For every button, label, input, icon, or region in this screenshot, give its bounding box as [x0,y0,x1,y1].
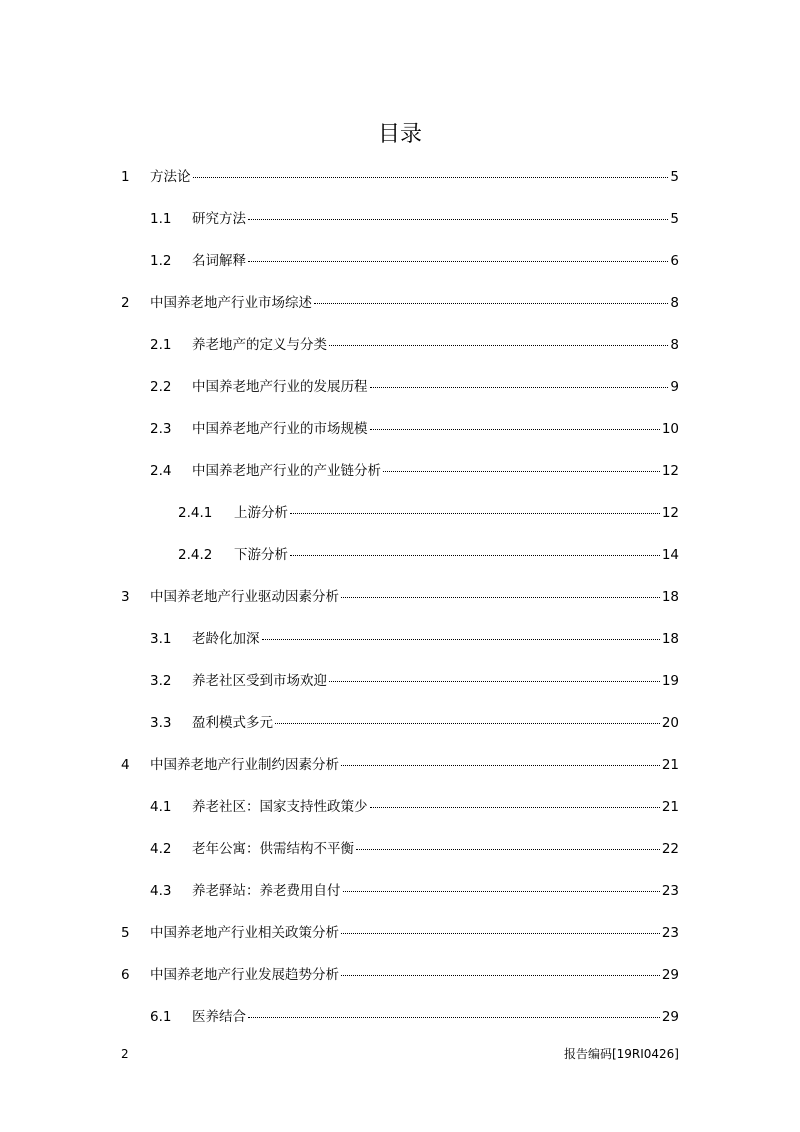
toc-entry[interactable] [150,713,679,733]
toc-entry-title: 老龄化加深 [192,631,260,647]
toc-leader-dots [248,1016,660,1018]
toc-entry-number: 3.3 [150,715,172,731]
toc-entry[interactable] [121,167,679,187]
toc-entry[interactable] [121,923,679,943]
toc-entry-number: 4.2 [150,841,172,857]
toc-leader-dots [314,302,668,304]
toc-entry-title: 中国养老地产行业制约因素分析 [150,757,339,773]
toc-entry-number: 1.1 [150,211,172,227]
toc-entry-title: 中国养老地产行业发展趋势分析 [150,967,339,983]
toc-entry-page: 12 [661,463,679,479]
toc-entry-page: 21 [661,799,679,815]
toc-entry-title: 养老社区受到市场欢迎 [192,673,327,689]
toc-entry-number: 2.2 [150,379,172,395]
toc-entry-title: 养老驿站：养老费用自付 [192,883,341,899]
toc-entry[interactable] [178,503,679,523]
toc-entry-page: 18 [661,589,679,605]
toc-entry-page: 5 [670,211,679,227]
toc-entry-page: 8 [670,337,679,353]
toc-entry-title: 中国养老地产行业相关政策分析 [150,925,339,941]
toc-entry[interactable] [150,671,679,691]
toc-entry-title: 医养结合 [192,1009,246,1025]
toc-entry[interactable] [150,251,679,271]
toc-entry[interactable] [150,461,679,481]
toc-entry-number: 3.1 [150,631,172,647]
toc-entry[interactable] [150,377,679,397]
page-title: 目录 [377,122,422,147]
footer-page-number: 2 [121,1047,129,1061]
toc-entry-page: 6 [670,253,679,269]
toc-entry-page: 29 [661,967,679,983]
toc-entry[interactable] [178,545,679,565]
toc-entry-number: 6 [121,967,130,983]
toc-entry-title: 名词解释 [192,253,246,269]
toc-entry-title: 中国养老地产行业驱动因素分析 [150,589,339,605]
toc-leader-dots [275,722,660,724]
toc-entry-number: 4.1 [150,799,172,815]
toc-leader-dots [383,470,660,472]
toc-entry-page: 22 [661,841,679,857]
toc-entry-page: 18 [661,631,679,647]
toc-entry-number: 1 [121,169,130,185]
toc-entry-title: 中国养老地产行业的发展历程 [192,379,368,395]
toc-leader-dots [262,638,660,640]
toc-entry-title: 老年公寓：供需结构不平衡 [192,841,354,857]
toc-entry-title: 研究方法 [192,211,246,227]
toc-entry-title: 上游分析 [234,505,288,521]
toc-entry[interactable] [150,839,679,859]
toc-entry-page: 21 [661,757,679,773]
toc-entry[interactable] [150,881,679,901]
toc-entry-number: 6.1 [150,1009,172,1025]
toc-entry[interactable] [150,335,679,355]
toc-entry-page: 19 [661,673,679,689]
toc-entry-number: 1.2 [150,253,172,269]
toc-entry-title: 养老地产的定义与分类 [192,337,327,353]
toc-leader-dots [341,974,660,976]
toc-leader-dots [341,932,660,934]
toc-entry-page: 9 [670,379,679,395]
toc-leader-dots [248,218,668,220]
toc-entry-title: 中国养老地产行业的产业链分析 [192,463,381,479]
toc-leader-dots [370,386,669,388]
toc-entry-page: 23 [661,925,679,941]
toc-entry-number: 2.3 [150,421,172,437]
toc-leader-dots [370,428,660,430]
toc-entry-page: 5 [670,169,679,185]
toc-leader-dots [248,260,668,262]
toc-entry-number: 4 [121,757,130,773]
toc-entry-number: 2 [121,295,130,311]
toc-entry-number: 2.4.1 [178,505,213,521]
toc-entry-number: 5 [121,925,130,941]
toc-entry-number: 2.1 [150,337,172,353]
toc-entry-number: 2.4.2 [178,547,213,563]
toc-leader-dots [290,512,660,514]
toc-entry-number: 4.3 [150,883,172,899]
toc-leader-dots [329,344,668,346]
toc-entry[interactable] [150,629,679,649]
toc-leader-dots [356,848,660,850]
toc-entry[interactable] [150,419,679,439]
toc-leader-dots [193,176,669,178]
toc-entry[interactable] [121,755,679,775]
toc-entry-page: 12 [661,505,679,521]
toc-leader-dots [341,764,660,766]
toc-entry-page: 14 [661,547,679,563]
toc-entry-title: 中国养老地产行业市场综述 [150,295,312,311]
toc-entry[interactable] [150,797,679,817]
toc-leader-dots [329,680,660,682]
toc-entry-page: 29 [661,1009,679,1025]
toc-entry-title: 中国养老地产行业的市场规模 [192,421,368,437]
toc-entry[interactable] [150,209,679,229]
toc-entry[interactable] [150,1007,679,1027]
toc-leader-dots [341,596,660,598]
toc-entry[interactable] [121,965,679,985]
toc-entry-title: 盈利模式多元 [192,715,273,731]
toc-entry-page: 20 [661,715,679,731]
toc-entry[interactable] [121,587,679,607]
toc-entry-page: 8 [670,295,679,311]
toc-entry-page: 23 [661,883,679,899]
toc-entry-title: 养老社区：国家支持性政策少 [192,799,368,815]
toc-leader-dots [290,554,660,556]
toc-leader-dots [370,806,660,808]
toc-entry-page: 10 [661,421,679,437]
toc-entry-number: 2.4 [150,463,172,479]
toc-entry-title: 方法论 [150,169,191,185]
toc-entry[interactable] [121,293,679,313]
footer-report-code: 报告编码[19RI0426] [563,1047,679,1061]
toc-entry-number: 3 [121,589,130,605]
toc-entry-number: 3.2 [150,673,172,689]
toc-entry-title: 下游分析 [234,547,288,563]
toc-leader-dots [343,890,660,892]
